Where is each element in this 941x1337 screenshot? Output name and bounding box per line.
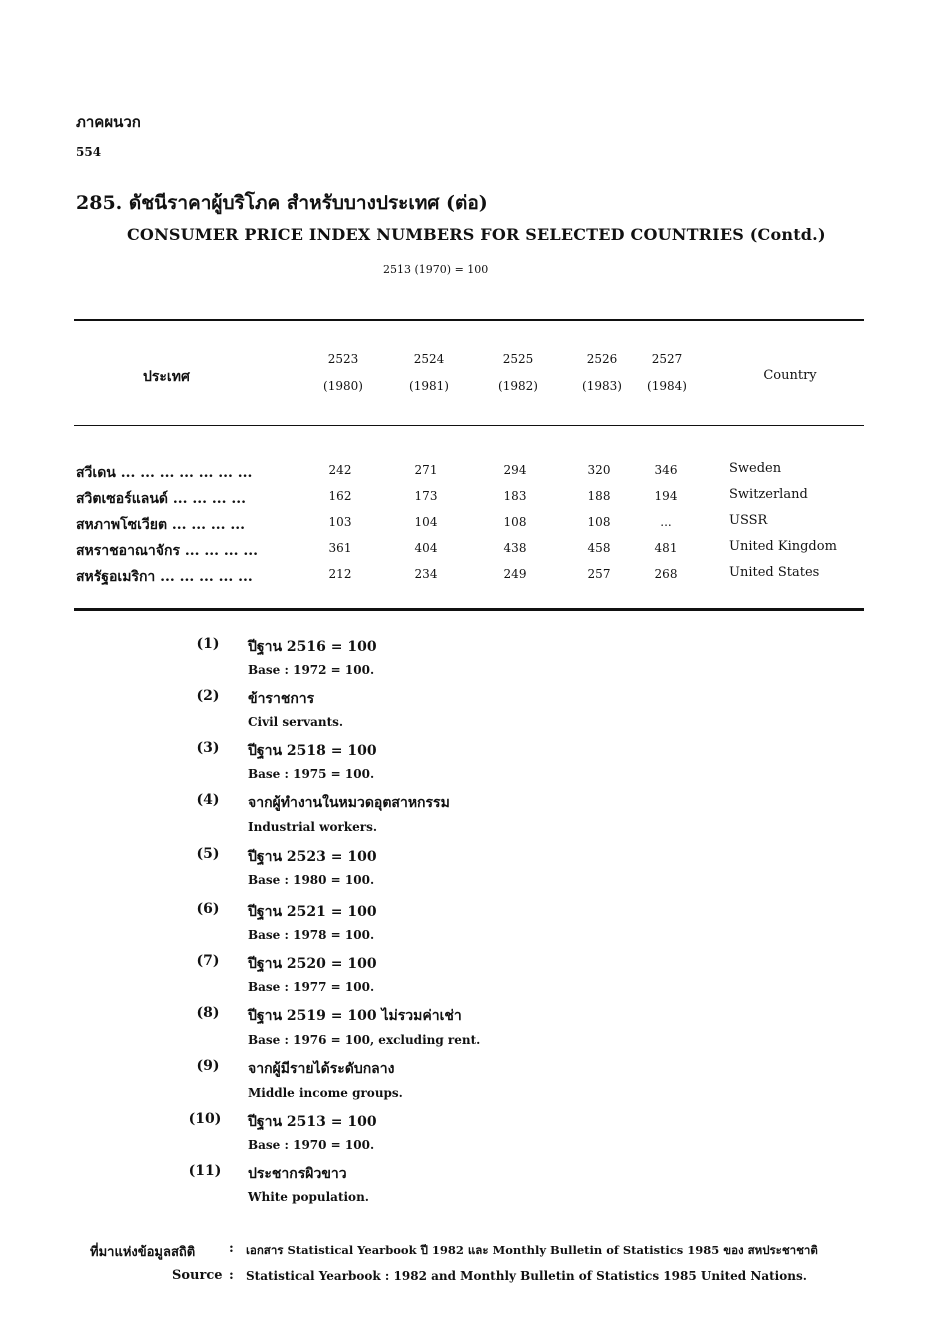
table-cell: 104 xyxy=(414,515,438,529)
footnote-number: (2) xyxy=(196,688,220,704)
table-cell: 173 xyxy=(414,489,438,503)
year-header-be: 2526 xyxy=(586,352,618,366)
table-cell: 257 xyxy=(587,567,611,581)
table-cell: 212 xyxy=(328,567,352,581)
footnote-english: Base : 1972 = 100. xyxy=(248,663,375,677)
footnote-english: Middle income groups. xyxy=(248,1086,403,1100)
footnote-thai: ประชากรผิวขาว xyxy=(248,1166,347,1182)
column-header-country-thai: ประเทศ xyxy=(143,369,190,385)
table-cell: 346 xyxy=(654,463,678,477)
page-number: 554 xyxy=(76,145,102,159)
footnote-thai: จากผู้ทำงานในหมวดอุตสาหกรรม xyxy=(248,795,450,811)
table-cell: 458 xyxy=(587,541,611,555)
footnote-english: Industrial workers. xyxy=(248,820,378,834)
footnote-number: (8) xyxy=(196,1005,220,1021)
table-cell: 194 xyxy=(654,489,678,503)
footnote-number: (4) xyxy=(196,792,220,808)
table-cell: ... xyxy=(660,515,672,529)
header-bottom-rule xyxy=(74,425,864,426)
year-header-be: 2523 xyxy=(327,352,359,366)
table-row-country-english: United States xyxy=(729,565,820,580)
footnote-english: Civil servants. xyxy=(248,715,344,729)
year-header-be: 2525 xyxy=(502,352,534,366)
footnote-english: Base : 1976 = 100, excluding rent. xyxy=(248,1033,481,1047)
footnote-thai: ปีฐาน 2518 = 100 xyxy=(248,743,377,759)
table-row-country-thai: สหราชอาณาจักร ... ... ... ... xyxy=(76,543,258,559)
table-cell: 162 xyxy=(328,489,352,503)
table-cell: 271 xyxy=(414,463,438,477)
table-row-country-thai: สหภาพโซเวียต ... ... ... ... xyxy=(76,517,246,533)
table-cell: 294 xyxy=(503,463,527,477)
table-cell: 268 xyxy=(654,567,678,581)
table-title-thai: 285. ดัชนีราคาผู้บริโภค สำหรับบางประเทศ (ต่อ) xyxy=(76,192,488,214)
footnote-number: (10) xyxy=(188,1111,222,1127)
footnote-number: (5) xyxy=(196,846,220,862)
table-cell: 249 xyxy=(503,567,527,581)
year-header-ce: (1982) xyxy=(498,379,538,393)
table-row-country-thai: สวิตเซอร์แลนด์ ... ... ... ... xyxy=(76,491,246,507)
footnote-number: (11) xyxy=(188,1163,222,1179)
footnote-thai: ข้าราชการ xyxy=(248,691,315,707)
year-header-ce: (1983) xyxy=(582,379,622,393)
table-row-country-english: USSR xyxy=(729,513,768,528)
table-cell: 183 xyxy=(503,489,527,503)
footnote-english: Base : 1975 = 100. xyxy=(248,767,375,781)
table-row-country-thai: สหรัฐอเมริกา ... ... ... ... ... xyxy=(76,569,253,585)
source-colon: : xyxy=(229,1241,234,1256)
year-header-ce: (1980) xyxy=(323,379,363,393)
year-header-be: 2524 xyxy=(413,352,445,366)
footnote-number: (9) xyxy=(196,1058,220,1074)
footnote-thai: จากผู้มีรายได้ระดับกลาง xyxy=(248,1061,395,1077)
table-row-country-english: United Kingdom xyxy=(729,539,837,554)
table-row-country-english: Switzerland xyxy=(729,487,808,502)
source-text-thai: เอกสาร Statistical Yearbook ปี 1982 และ Monthly Bulletin of Statistics 1985 ของ สหประชาชาติ xyxy=(246,1243,818,1257)
source-colon: : xyxy=(229,1268,234,1283)
base-note: 2513 (1970) = 100 xyxy=(383,263,489,276)
footnote-number: (6) xyxy=(196,901,220,917)
table-cell: 361 xyxy=(328,541,352,555)
table-cell: 108 xyxy=(587,515,611,529)
source-label-thai: ที่มาแห่งข้อมูลสถิติ xyxy=(90,1245,196,1260)
footnote-number: (3) xyxy=(196,740,220,756)
footnote-thai: ปีฐาน 2513 = 100 xyxy=(248,1114,377,1130)
table-cell: 188 xyxy=(587,489,611,503)
footnote-number: (1) xyxy=(196,636,220,652)
footnote-english: Base : 1977 = 100. xyxy=(248,980,375,994)
table-title-english: CONSUMER PRICE INDEX NUMBERS FOR SELECTED COUNTRIES (Contd.) xyxy=(127,225,826,244)
section-title: ภาคผนวก xyxy=(76,113,141,131)
source-label-english: Source xyxy=(172,1268,223,1283)
year-header-be: 2527 xyxy=(651,352,683,366)
table-cell: 320 xyxy=(587,463,611,477)
footnote-english: Base : 1980 = 100. xyxy=(248,873,375,887)
footnote-thai: ปีฐาน 2521 = 100 xyxy=(248,904,377,920)
table-cell: 234 xyxy=(414,567,438,581)
table-cell: 481 xyxy=(654,541,678,555)
table-cell: 242 xyxy=(328,463,352,477)
table-cell: 108 xyxy=(503,515,527,529)
footnote-english: Base : 1978 = 100. xyxy=(248,928,375,942)
footnote-thai: ปีฐาน 2519 = 100 ไม่รวมค่าเช่า xyxy=(248,1008,462,1024)
table-top-rule xyxy=(74,319,864,321)
year-header-ce: (1984) xyxy=(647,379,687,393)
table-cell: 103 xyxy=(328,515,352,529)
footnote-english: White population. xyxy=(248,1190,369,1204)
footnote-english: Base : 1970 = 100. xyxy=(248,1138,375,1152)
source-text-english: Statistical Yearbook : 1982 and Monthly Bulletin of Statistics 1985 United Nations. xyxy=(246,1269,807,1283)
footnote-thai: ปีฐาน 2523 = 100 xyxy=(248,849,377,865)
table-cell: 404 xyxy=(414,541,438,555)
table-bottom-rule xyxy=(74,608,864,611)
footnote-number: (7) xyxy=(196,953,220,969)
table-row-country-english: Sweden xyxy=(729,461,782,476)
column-header-country-english: Country xyxy=(763,368,817,383)
footnote-thai: ปีฐาน 2520 = 100 xyxy=(248,956,377,972)
table-cell: 438 xyxy=(503,541,527,555)
footnote-thai: ปีฐาน 2516 = 100 xyxy=(248,639,377,655)
table-row-country-thai: สวีเดน ... ... ... ... ... ... ... xyxy=(76,465,253,481)
year-header-ce: (1981) xyxy=(409,379,449,393)
